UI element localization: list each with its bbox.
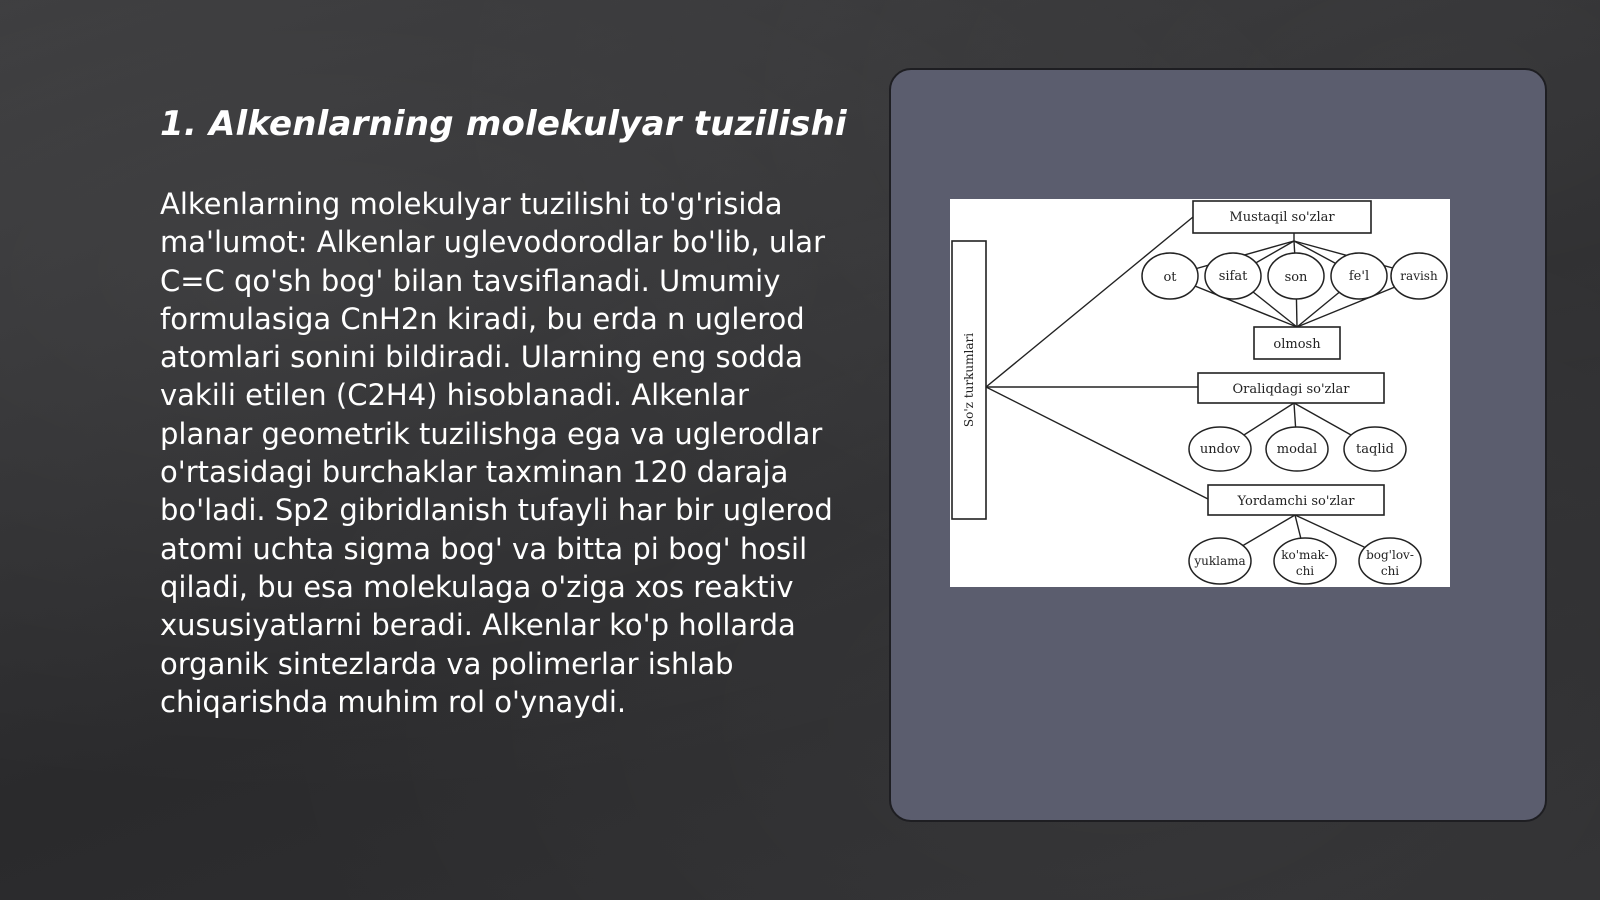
node-boglovchi	[1359, 538, 1421, 584]
word-classes-diagram	[950, 199, 1450, 587]
node-son	[1268, 253, 1324, 299]
node-undov	[1189, 427, 1251, 471]
svg-text:modal: modal	[1276, 442, 1318, 457]
svg-text:yuklama: yuklama	[1194, 554, 1246, 568]
node-yuklama	[1189, 538, 1251, 584]
svg-text:ravish: ravish	[1400, 269, 1438, 283]
slide-body-text: Alkenlarning molekulyar tuzilishi to'g'risida ma'lumot: Alkenlar uglevodorodlar bo'lib, ular C=C qo'sh bog' bilan tavsiflanadi. Umumiy formulasiga CnH2n kiradi, bu erda n uglerod atomlari sonini bildiradi. Ularning eng sodda vakili etilen (C2H4) hisoblanadi. Alkenlar planar geometrik tuzilishga ega va uglerodlar o'rtasidagi burchaklar taxminan 120 daraja bo'ladi. Sp2 gibridlanish tufayli har bir uglerod atomi uchta sigma bog' va bitta pi bog' hosil qiladi, bu esa molekulaga o'ziga xos reaktiv xususiyatlarni beradi. Alkenlar ko'p hollarda organik sintezlarda va polimerlar ishlab chiqarishda muhim rol o'ynaydi.	[160, 187, 833, 719]
node-olmosh	[1254, 327, 1340, 359]
group-mustaqil	[1193, 201, 1371, 233]
group-oraliqdagi-label: Oraliqdagi so'zlar	[1232, 382, 1350, 397]
svg-text:chi: chi	[1380, 564, 1400, 578]
node-modal	[1266, 427, 1328, 471]
svg-text:fe'l: fe'l	[1348, 269, 1370, 284]
svg-text:chi: chi	[1295, 564, 1315, 578]
group-mustaqil-label: Mustaqil so'zlar	[1229, 210, 1335, 225]
svg-text:undov: undov	[1199, 442, 1241, 457]
node-fel	[1331, 253, 1387, 299]
group-yordamchi-label: Yordamchi so'zlar	[1237, 494, 1355, 509]
svg-text:taqlid: taqlid	[1356, 442, 1394, 457]
node-ot	[1142, 253, 1198, 299]
svg-text:bog'lov-: bog'lov-	[1366, 548, 1414, 562]
node-sifat	[1205, 253, 1261, 299]
node-ravish	[1391, 253, 1447, 299]
node-taqlid	[1344, 427, 1406, 471]
root-label: So'z turkumlari	[962, 332, 976, 428]
svg-text:ko'mak-: ko'mak-	[1281, 548, 1329, 562]
svg-text:olmosh: olmosh	[1273, 337, 1321, 352]
svg-text:ot: ot	[1163, 270, 1177, 285]
group-yordamchi	[1208, 485, 1384, 515]
group-oraliqdagi	[1198, 373, 1384, 403]
svg-text:son: son	[1284, 270, 1308, 285]
slide-title: 1. Alkenlarning molekulyar tuzilishi	[160, 104, 847, 144]
root-node	[952, 241, 986, 519]
diagram-svg	[950, 199, 1450, 587]
svg-text:sifat: sifat	[1218, 269, 1248, 284]
node-komakchi	[1274, 538, 1336, 584]
